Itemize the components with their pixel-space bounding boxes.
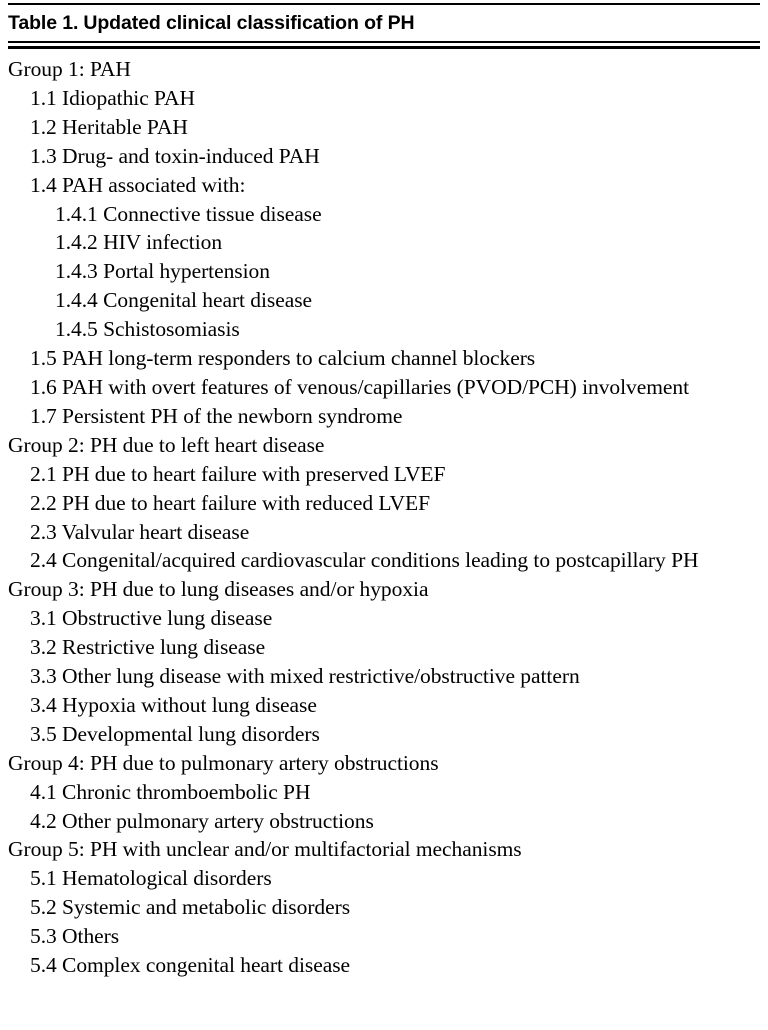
row-label: PAH associated with: [56,172,246,197]
row-number: 3.1 [30,606,57,631]
row-number: Group 2: [8,432,85,457]
classification-row [8,951,763,980]
row-label: Congenital heart disease [97,288,313,313]
classification-list [0,49,768,980]
row-number: 2.4 [30,548,57,573]
row-label: Connective tissue disease [97,201,322,226]
row-number: 1.5 [30,346,57,371]
classification-row [8,778,763,807]
row-number: Group 5: [8,837,85,862]
group-heading-row [8,431,763,460]
group-heading-row [8,749,763,778]
classification-row [8,373,763,402]
row-label: PH due to left heart disease [84,432,325,457]
row-number: 1.1 [30,85,57,110]
row-label: Others [56,924,120,949]
classification-row [8,402,763,431]
row-number: 3.3 [30,664,57,689]
row-number: 1.4.5 [55,317,98,342]
row-number: 2.1 [30,461,57,486]
classification-row [8,893,763,922]
row-label: Other lung disease with mixed restrictive/obstructive pattern [56,664,580,689]
row-label: Heritable PAH [56,114,188,139]
classification-row [8,922,763,951]
table-block [0,3,768,980]
row-label: Complex congenital heart disease [56,953,351,978]
row-number: 5.3 [30,924,57,949]
row-number: 3.5 [30,721,57,746]
row-label: Restrictive lung disease [56,635,266,660]
row-number: 1.4.4 [55,288,98,313]
row-label: Obstructive lung disease [56,606,273,631]
row-number: 5.1 [30,866,57,891]
classification-row [8,142,763,171]
row-number: 3.4 [30,692,57,717]
row-label: Persistent PH of the newborn syndrome [56,403,403,428]
row-label: Valvular heart disease [56,519,250,544]
classification-row [8,113,763,142]
row-number: 3.2 [30,635,57,660]
table-caption-number: Table 1. [8,12,79,34]
row-label: Hypoxia without lung disease [56,692,317,717]
row-number: 4.2 [30,808,57,833]
classification-row [8,315,763,344]
classification-row [8,460,763,489]
classification-row [8,171,763,200]
classification-row [8,720,763,749]
row-label: PH due to lung diseases and/or hypoxia [84,577,429,602]
row-label: Portal hypertension [97,259,270,284]
classification-row [8,344,763,373]
row-label: PH with unclear and/or multifactorial mechanisms [84,837,522,862]
row-label: PH due to heart failure with preserved LVEF [56,461,446,486]
classification-row [8,200,763,229]
row-number: 1.4.2 [55,230,98,255]
group-heading-row [8,575,763,604]
classification-row [8,691,763,720]
row-number: 1.4.1 [55,201,98,226]
row-number: 1.3 [30,143,57,168]
classification-row [8,864,763,893]
table-header-double-rule [8,41,760,49]
row-number: Group 1: [8,57,85,81]
row-label: Hematological disorders [56,866,272,891]
classification-row [8,604,763,633]
row-label: PH due to heart failure with reduced LVEF [56,490,430,515]
row-number: 1.7 [30,403,57,428]
row-label: Developmental lung disorders [56,721,320,746]
classification-row [8,807,763,836]
group-heading-row [8,55,763,84]
row-label: HIV infection [97,230,223,255]
classification-row [8,546,763,575]
classification-row [8,633,763,662]
row-label: Congenital/acquired cardiovascular conditions leading to postcapillary PH [56,548,699,573]
row-label: Drug- and toxin-induced PAH [56,143,320,168]
row-number: 2.3 [30,519,57,544]
row-number: 1.4 [30,172,57,197]
classification-row [8,286,763,315]
row-label: PAH [84,57,131,81]
table-caption-text: Updated clinical classification of PH [83,12,415,34]
classification-row [8,257,763,286]
row-number: Group 3: [8,577,85,602]
row-label: Idiopathic PAH [56,85,195,110]
row-number: 5.2 [30,895,57,920]
classification-row [8,662,763,691]
row-label: Other pulmonary artery obstructions [56,808,374,833]
classification-row [8,518,763,547]
classification-row [8,84,763,113]
row-label: Systemic and metabolic disorders [56,895,351,920]
row-number: 1.4.3 [55,259,98,284]
row-number: 1.2 [30,114,57,139]
table-caption [0,5,768,40]
row-label: PAH long-term responders to calcium channel blockers [56,346,536,371]
classification-row [8,489,763,518]
group-heading-row [8,835,763,864]
row-number: Group 4: [8,750,85,775]
classification-row [8,228,763,257]
row-number: 1.6 [30,374,57,399]
row-number: 4.1 [30,779,57,804]
row-number: 5.4 [30,953,57,978]
row-number: 2.2 [30,490,57,515]
row-label: Chronic thromboembolic PH [56,779,311,804]
row-label: Schistosomiasis [97,317,240,342]
row-label: PAH with overt features of venous/capillaries (PVOD/PCH) involvement [56,374,690,399]
row-label: PH due to pulmonary artery obstructions [84,750,439,775]
